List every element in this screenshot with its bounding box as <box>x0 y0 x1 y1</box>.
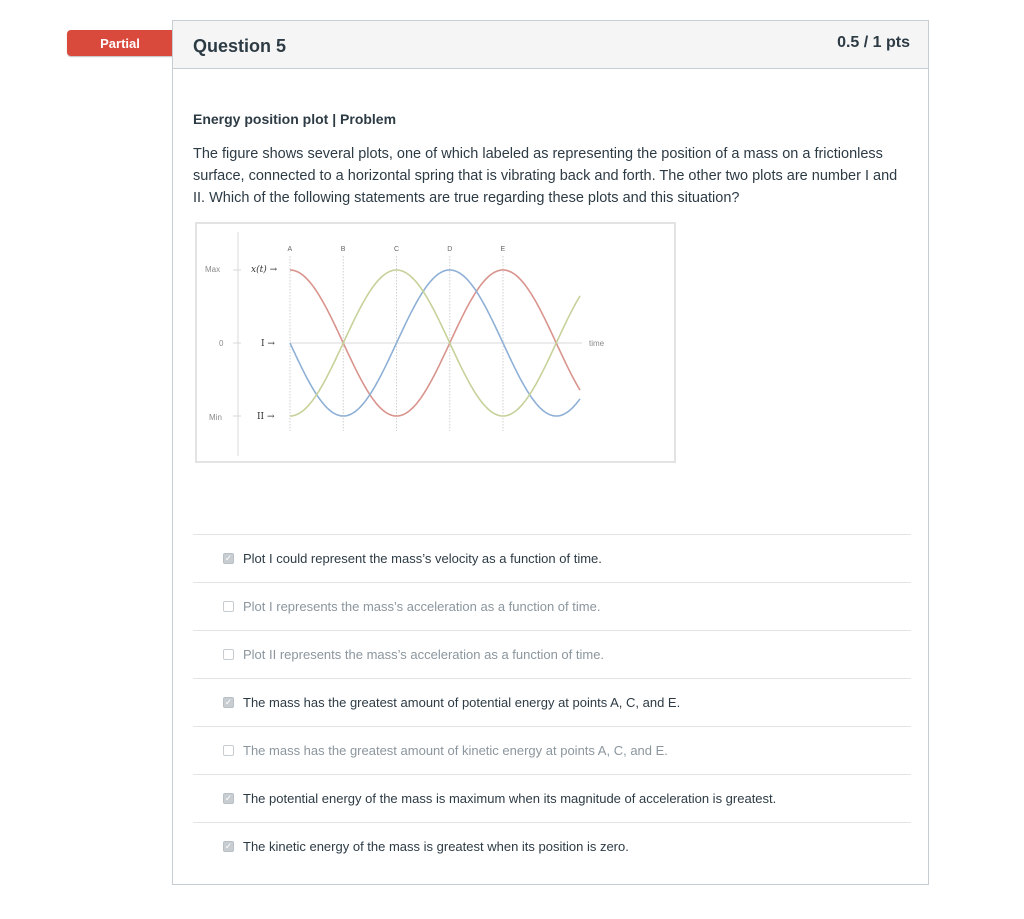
question-title: Question 5 <box>193 36 287 56</box>
checkbox-icon[interactable]: ✓ <box>224 697 233 707</box>
answer-label: The potential energy of the mass is maximum when its magnitude of acceleration is greatest. <box>243 791 777 806</box>
point-label-e: E <box>500 246 506 253</box>
point-label-c: C <box>394 246 400 253</box>
plot-label-two: II → <box>257 412 275 422</box>
y-label-min: Min <box>209 413 222 422</box>
answer-option[interactable] <box>193 534 911 582</box>
answer-option[interactable] <box>193 774 911 822</box>
answer-option[interactable] <box>193 726 911 774</box>
question-header <box>173 21 928 69</box>
time-label: time <box>589 339 605 348</box>
answer-label: Plot I could represent the mass’s velocity as a function of time. <box>243 551 602 566</box>
energy-position-figure <box>195 222 676 463</box>
question-points: 0.5 / 1 pts <box>837 34 910 51</box>
checkbox-icon[interactable]: ✓ <box>224 793 233 803</box>
answer-option[interactable] <box>193 630 911 678</box>
checkbox-icon[interactable] <box>223 649 234 660</box>
question-card <box>172 20 929 885</box>
y-label-zero: 0 <box>219 339 224 348</box>
status-badge <box>67 30 173 56</box>
answer-list <box>193 534 911 870</box>
answer-label: Plot II represents the mass’s acceleration as a function of time. <box>243 647 605 662</box>
point-label-b: B <box>340 246 346 253</box>
y-label-max: Max <box>205 265 221 274</box>
problem-title: Energy position plot | Problem <box>193 111 397 127</box>
point-markers <box>288 246 506 431</box>
checkbox-icon[interactable] <box>223 601 234 612</box>
answer-option[interactable] <box>193 678 911 726</box>
answer-option[interactable] <box>193 822 911 870</box>
point-label-a: A <box>287 246 293 253</box>
status-badge-label: Partial <box>100 35 140 51</box>
checkbox-icon[interactable] <box>223 745 234 756</box>
plot-label-one: I → <box>261 339 275 349</box>
checkbox-icon[interactable]: ✓ <box>224 841 233 851</box>
answer-option[interactable] <box>193 582 911 630</box>
answer-label: Plot I represents the mass’s acceleration as a function of time. <box>243 599 601 614</box>
answer-label: The kinetic energy of the mass is greatest when its position is zero. <box>243 839 629 854</box>
figure-plot <box>197 224 674 461</box>
question-body <box>193 111 911 209</box>
point-label-d: D <box>447 246 453 253</box>
answer-label: The mass has the greatest amount of potential energy at points A, C, and E. <box>243 695 681 710</box>
answer-label: The mass has the greatest amount of kinetic energy at points A, C, and E. <box>243 743 668 758</box>
checkbox-icon[interactable]: ✓ <box>224 553 233 563</box>
problem-text: The figure shows several plots, one of which labeled as representing the position of a mass on a frictionless surface, connected to a horizontal spring that is vibrating back and forth. The other two plots are number I and II. Which of the following statements are true regarding these plots and this situation? <box>193 146 898 206</box>
plot-label-x: x(t) → <box>251 265 278 275</box>
